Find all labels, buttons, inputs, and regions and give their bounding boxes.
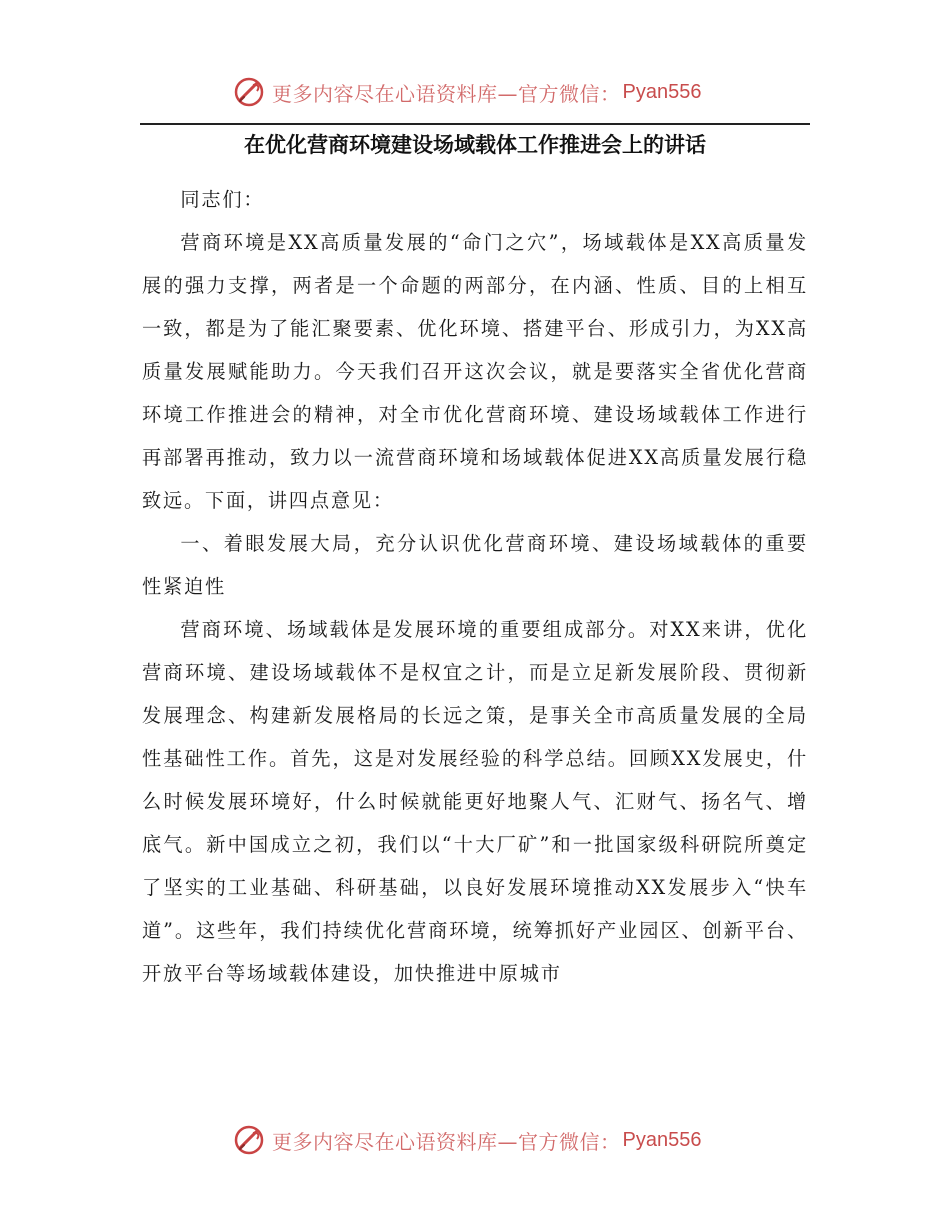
section-heading: 一、着眼发展大局，充分认识优化营商环境、建设场域载体的重要性紧迫性	[142, 532, 808, 598]
header-watermark-banner	[232, 70, 701, 114]
title-rule	[140, 123, 810, 125]
watermark-text: 更多内容尽在心语资料库—官方微信：	[272, 1129, 621, 1154]
document-body	[142, 178, 808, 995]
quill-logo-icon	[232, 75, 266, 109]
document-title: 在优化营商环境建设场域载体工作推进会上的讲话	[244, 133, 706, 157]
watermark-wechat-id: Pyan556	[622, 80, 702, 103]
paragraph: 营商环境是XX高质量发展的“命门之穴”，场域载体是XX高质量发展的强力支撑，两者是一个命题的两部分，在内涵、性质、目的上相互一致，都是为了能汇聚要素、优化环境、搭建平台、形成引力，为XX高质量发展赋能助力。今天我们召开这次会议，就是要落实全省优化营商环境工作推进会的精神，对全市优化营商环境、建设场域载体工作进行再部署再推动，致力以一流营商环境和场域载体促进XX高质量发展行稳致远。下面，讲四点意见：	[142, 231, 808, 512]
salutation: 同志们：	[180, 188, 265, 211]
quill-logo-icon	[232, 1123, 266, 1157]
watermark-text: 更多内容尽在心语资料库—官方微信：	[272, 81, 621, 106]
watermark-wechat-id: Pyan556	[622, 1128, 702, 1151]
paragraph: 营商环境、场域载体是发展环境的重要组成部分。对XX来讲，优化营商环境、建设场域载体不是权宜之计，而是立足新发展阶段、贯彻新发展理念、构建新发展格局的长远之策，是事关全市高质量发展的全局性基础性工作。首先，这是对发展经验的科学总结。回顾XX发展史，什么时候发展环境好，什么时候就能更好地聚人气、汇财气、扬名气、增底气。新中国成立之初，我们以“十大厂矿”和一批国家级科研院所奠定了坚实的工业基础、科研基础，以良好发展环境推动XX发展步入“快车道”。这些年，我们持续优化营商环境，统筹抓好产业园区、创新平台、开放平台等场域载体建设，加快推进中原城市	[142, 618, 808, 985]
footer-watermark-banner	[232, 1118, 701, 1162]
